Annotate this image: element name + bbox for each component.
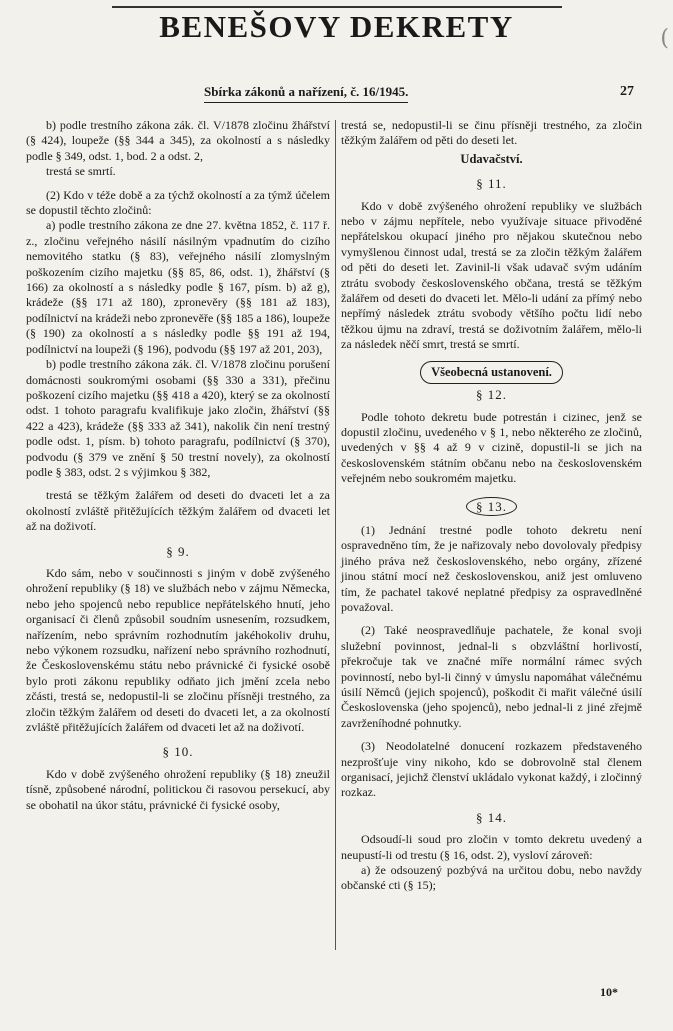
paragraph: a) že odsouzený pozbývá na určitou dobu, nebo navždy občanské cti (§ 15);	[341, 863, 642, 893]
section-heading-12: § 12.	[476, 387, 507, 403]
page-number: 27	[620, 84, 634, 99]
paragraph: b) podle trestního zákona zák. čl. V/1878 zločinu porušení domácnosti soukromými osobami (§§ 330 a 331), přečinu poškození cizího majetku (§§ 418 a 420), který se za okolností odst. 1 tohoto paragrafu kvalifikuje jako zločin, žhářství (§§ 422 a 423), krádeže (§§ 333 až 341), nakolik čin není trestný podle odst. 1, písm. b) tohoto paragrafu, podílnictví (§ 370), podvodu (§ 379 ve znění § 50 trestní novely), za okolností podle § 383, odst. 2 s výjimkou § 382,	[26, 357, 330, 479]
paragraph: trestá se, nedopustil-li se činu přísněji trestného, za zločin těžkým žalářem od pěti do deseti let.	[341, 118, 642, 148]
section-heading-9: § 9.	[166, 543, 190, 559]
paragraph: trestá se těžkým žalářem od deseti do dvaceti let a za okolností zvláště přitěžujících těžkým žalářem od dvaceti let až na doživotí.	[26, 488, 330, 534]
left-column	[26, 118, 330, 813]
section-heading-13: § 13.	[466, 497, 517, 516]
section-heading-10: § 10.	[162, 744, 194, 760]
heading-general-provisions: Všeobecná ustanovení.	[420, 361, 563, 384]
section-heading-14: § 14.	[476, 809, 507, 825]
column-divider	[335, 120, 336, 950]
paragraph: (1) Jednání trestné podle tohoto dekretu není ospravedněno tím, že je nařizovaly nebo dovolovaly předpisy jiného práva než československého, nebo orgány, zřízené jinou státní mocí než československou, aniž jest omluveno tím, že pachatel takové neplatné předpisy za ospravedlněné považoval.	[341, 522, 642, 614]
printer-signature-mark: 10*	[600, 985, 618, 999]
heading-general-provisions-wrapper	[341, 361, 642, 384]
paragraph: b) podle trestního zákona zák. čl. V/1878 zločinu žhářství (§ 424), loupeže (§§ 344 a 345), za okolností a s následky podle § 349, odst. 1, bod. 2 a odst. 2,	[26, 118, 330, 163]
paragraph: Kdo sám, nebo v součinnosti s jiným v době zvýšeného ohrožení republiky (§ 18) ve službách nebo v zájmu Německa, nebo jeho spojenců nebo republice nepřátelského hnutí, jeho organisací či členů způsobil soudním usnesením, rozsudkem, nařízením, nebo správním rozhodnutím jakéhokoliv druhu, nebo výkonem rozsudku, nařízení nebo správního rozhodnutí, že Československému státu nebo právnické či fysické osobě bylo proti zákonu republiky odňato jich jmění zcela nebo zčásti, trestá se, nedopustil-li se zločinu přísněji trestného, za zločin těžkým žalářem od deseti do dvaceti let, a za okolností zvláště přitěžujících žalářem od dvaceti let až na doživotí.	[26, 565, 330, 735]
paragraph: Odsoudí-li soud pro zločin v tomto dekretu uvedený a neupustí-li od trestu (§ 16, odst. 2), vysloví zároveň:	[341, 832, 642, 862]
paragraph: Kdo v době zvýšeného ohrožení republiky ve službách nebo v zájmu nepřítele, nebo využívaje situace přivoděné nepřátelskou okupací jiného pro nějakou skutečnou nebo vymyšlenou činnost udal, trestá se za zločin těžkým žalářem od pěti do deseti let. Zavinil-li však udavač svým udáním ztrátu svobody československého občana, trestá se těžkým žalářem od deseti do dvaceti let. Mělo-li udání za přímý nebo nepřímý následek ztrátu svobody většího počtu lidí nebo těžkou újmu na zdraví, trestá se doživotním žalářem, mělo-li za následek něčí smrt, trestá se smrtí.	[341, 198, 642, 352]
right-column	[341, 118, 642, 894]
paragraph: (2) Také neospravedlňuje pachatele, že konal svoji služební povinnost, jednal-li s obzvláštní horlivostí, překročuje tak ve značné míře normální rámec svých povinností, nebo byl-li činný v úmyslu napomáhat válečnému úsilí Němců (jejich spojenců), poškodit či mařit válečné úsilí Československa (jeho spojenců), nebo jednal-li z jiné zřejmě zavrženíhodné pohnutky.	[341, 623, 642, 730]
paragraph: (2) Kdo v téže době a za týchž okolností a za týmž účelem se dopustil těchto zločinů:	[26, 187, 330, 218]
page-banner-title: BENEŠOVY DEKRETY	[159, 9, 514, 44]
paragraph: Podle tohoto dekretu bude potrestán i cizinec, jenž se dopustil zločinu, uvedeného v § 1, nebo některého ze zločinů, uvedených v §§ 4 až 9 v cizině, dopustil-li se jich na československém státním občanu nebo na československém veřejném nebo soukromém majetku.	[341, 409, 642, 486]
paragraph: a) podle trestního zákona ze dne 27. května 1852, č. 117 ř. z., zločinu veřejného násilí násilným vpadnutím do cizího nemovitého statku (§ 83), veřejného násilí zlomyslným poškozením cizího majetku (§§ 85, 86, odst. 1), žhářství (§ 166) za okolností a s následky podle § 167, písm. b) až g), krádeže (§§ 171 až 180), zpronevěry (§§ 181 až 183), podílnictví na krádeži nebo zpronevěře (§§ 185 a 186), loupeže (§ 190) za okolností a s následky podle §§ 191 až 194, podílnictví na loupeži (§ 196), podvodu (§§ 197 až 201, 203),	[26, 218, 330, 356]
running-header	[0, 84, 673, 108]
paragraph: Kdo v době zvýšeného ohrožení republiky (§ 18) zneužil tísně, způsobené národní, politickou či rasovou persekucí, aby se obohatil na úkor státu, právnické či fysické osoby,	[26, 766, 330, 812]
section-heading-13-wrapper	[341, 497, 642, 516]
paragraph: trestá se smrtí.	[46, 164, 116, 179]
margin-pencil-mark: (	[660, 26, 669, 51]
top-rule	[112, 6, 562, 8]
heading-udavacstvi: Udavačství.	[460, 151, 523, 166]
collection-subheading: Sbírka zákonů a nařízení, č. 16/1945.	[204, 84, 408, 103]
section-heading-11: § 11.	[476, 176, 507, 192]
paragraph: (3) Neodolatelné donucení rozkazem představeného nezprošťuje viny nikoho, kdo se dobrovolně stal členem organisací, jejichž členství ukládalo vykonat každý, i zločinný rozkaz.	[341, 739, 642, 800]
